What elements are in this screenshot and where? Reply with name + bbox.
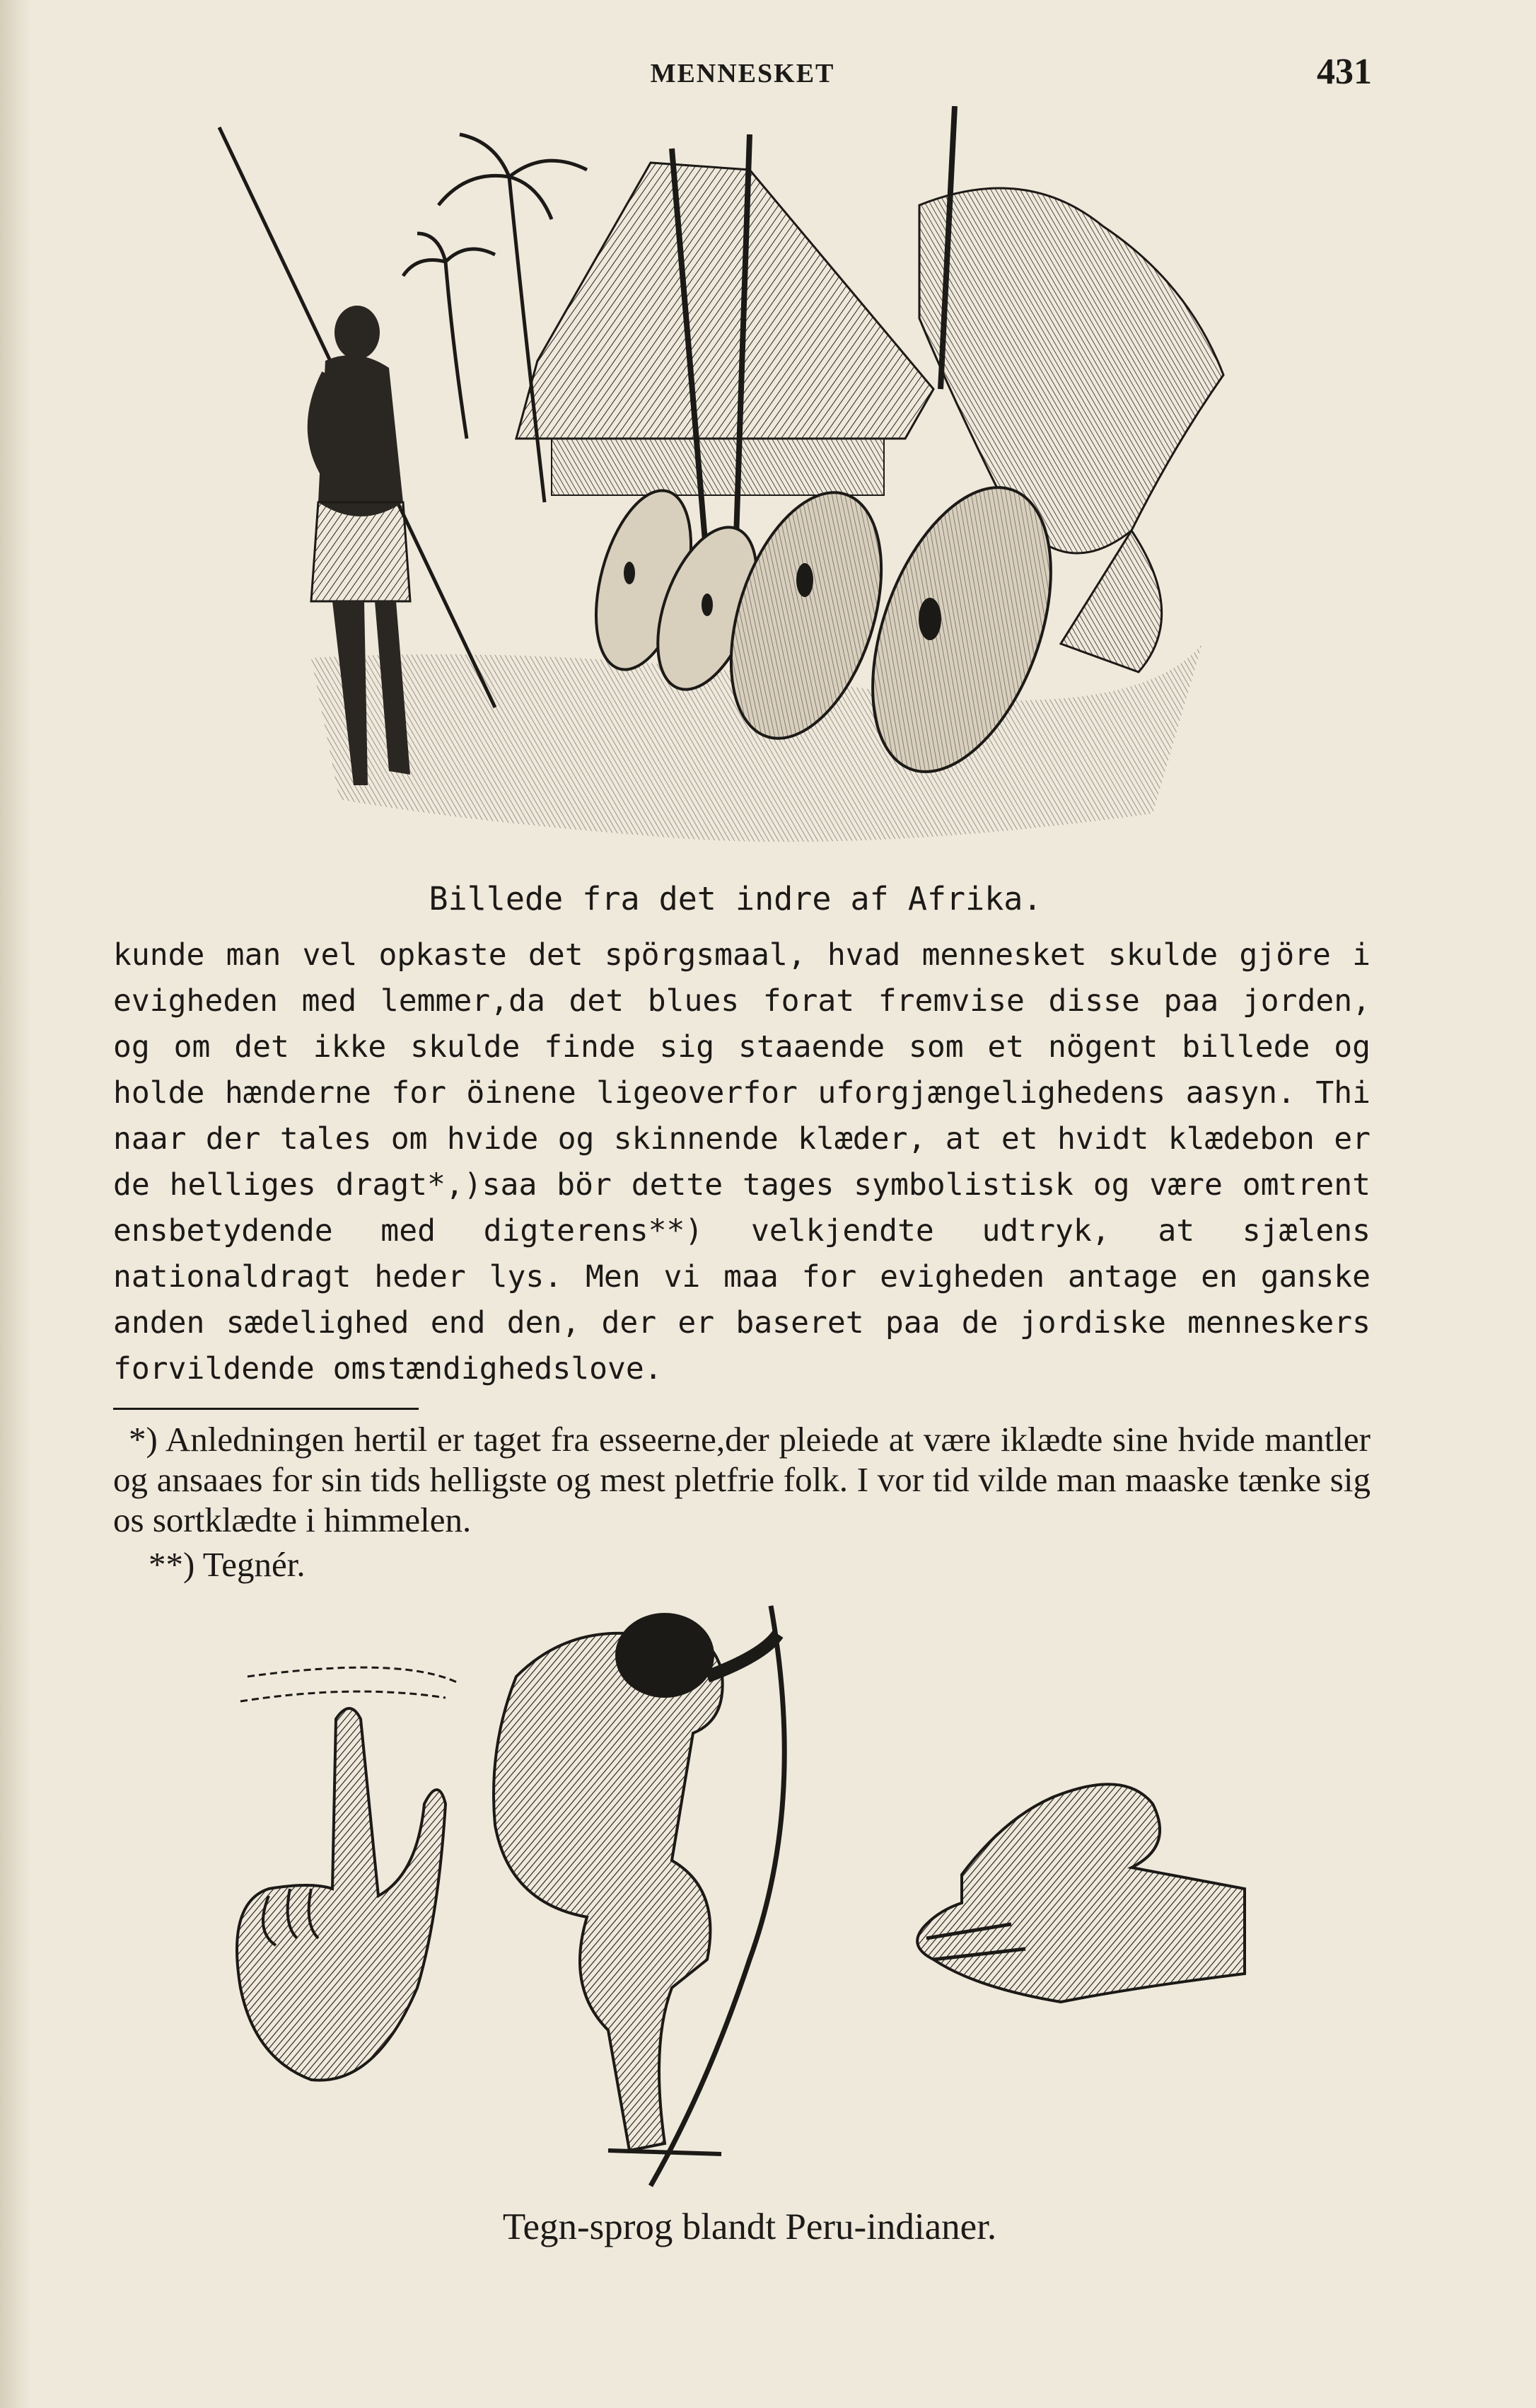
footnotes	[113, 1419, 1371, 1585]
footnote-text: Tegnér.	[202, 1545, 306, 1584]
illustration-africa	[212, 106, 1259, 863]
footnote-mark: *)	[129, 1420, 158, 1459]
peru-indian-figure	[494, 1606, 784, 2186]
figure-caption-top: Billede fra det indre af Afrika.	[429, 880, 1042, 918]
illustration-sign-language	[212, 1592, 1287, 2193]
footnote-text: Anledningen hertil er taget fra esseerne,der pleiede at være iklædte sine hvide mantler og ansaaes for sin tids helligste og mest pletfrie folk. I vor tid vilde man maaske tænke sig os sortklædte i himmelen.	[113, 1420, 1371, 1539]
book-spine-shadow	[0, 0, 31, 2408]
pointing-hand-icon	[237, 1667, 460, 2080]
footnote-2	[113, 1544, 1371, 1585]
flat-hand-icon	[917, 1784, 1245, 2002]
hut	[516, 163, 933, 439]
figure-caption-bottom: Tegn-sprog blandt Peru-indianer.	[502, 2206, 997, 2247]
footnote-mark: **)	[149, 1545, 195, 1584]
footnote-rule	[113, 1408, 419, 1410]
body-paragraph: kunde man vel opkaste det spörgsmaal, hvad mennesket skulde gjöre i evigheden med lemmer,da det blues forat fremvise disse paa jorden, og om det ikke skulde finde sig staaende som et nögent billede og holde hænderne for öinene ligeoverfor uforgjængelighedens aasyn. Thi naar der tales om hvide og skinnende klæder, at et hvidt klædebon er de helliges dragt*,)saa bör dette tages symbolistisk og være omtrent ensbetydende med digterens**) velkjendte udtryk, at sjælens nationaldragt heder lys. Men vi maa for evigheden antage en ganske anden sædelighed end den, der er baseret paa de jordiske menneskers forvildende omstændighedslove.	[113, 937, 1371, 1387]
page-number: 431	[1317, 52, 1372, 92]
running-head: MENNESKET	[650, 59, 835, 88]
footnote-1	[113, 1419, 1371, 1540]
